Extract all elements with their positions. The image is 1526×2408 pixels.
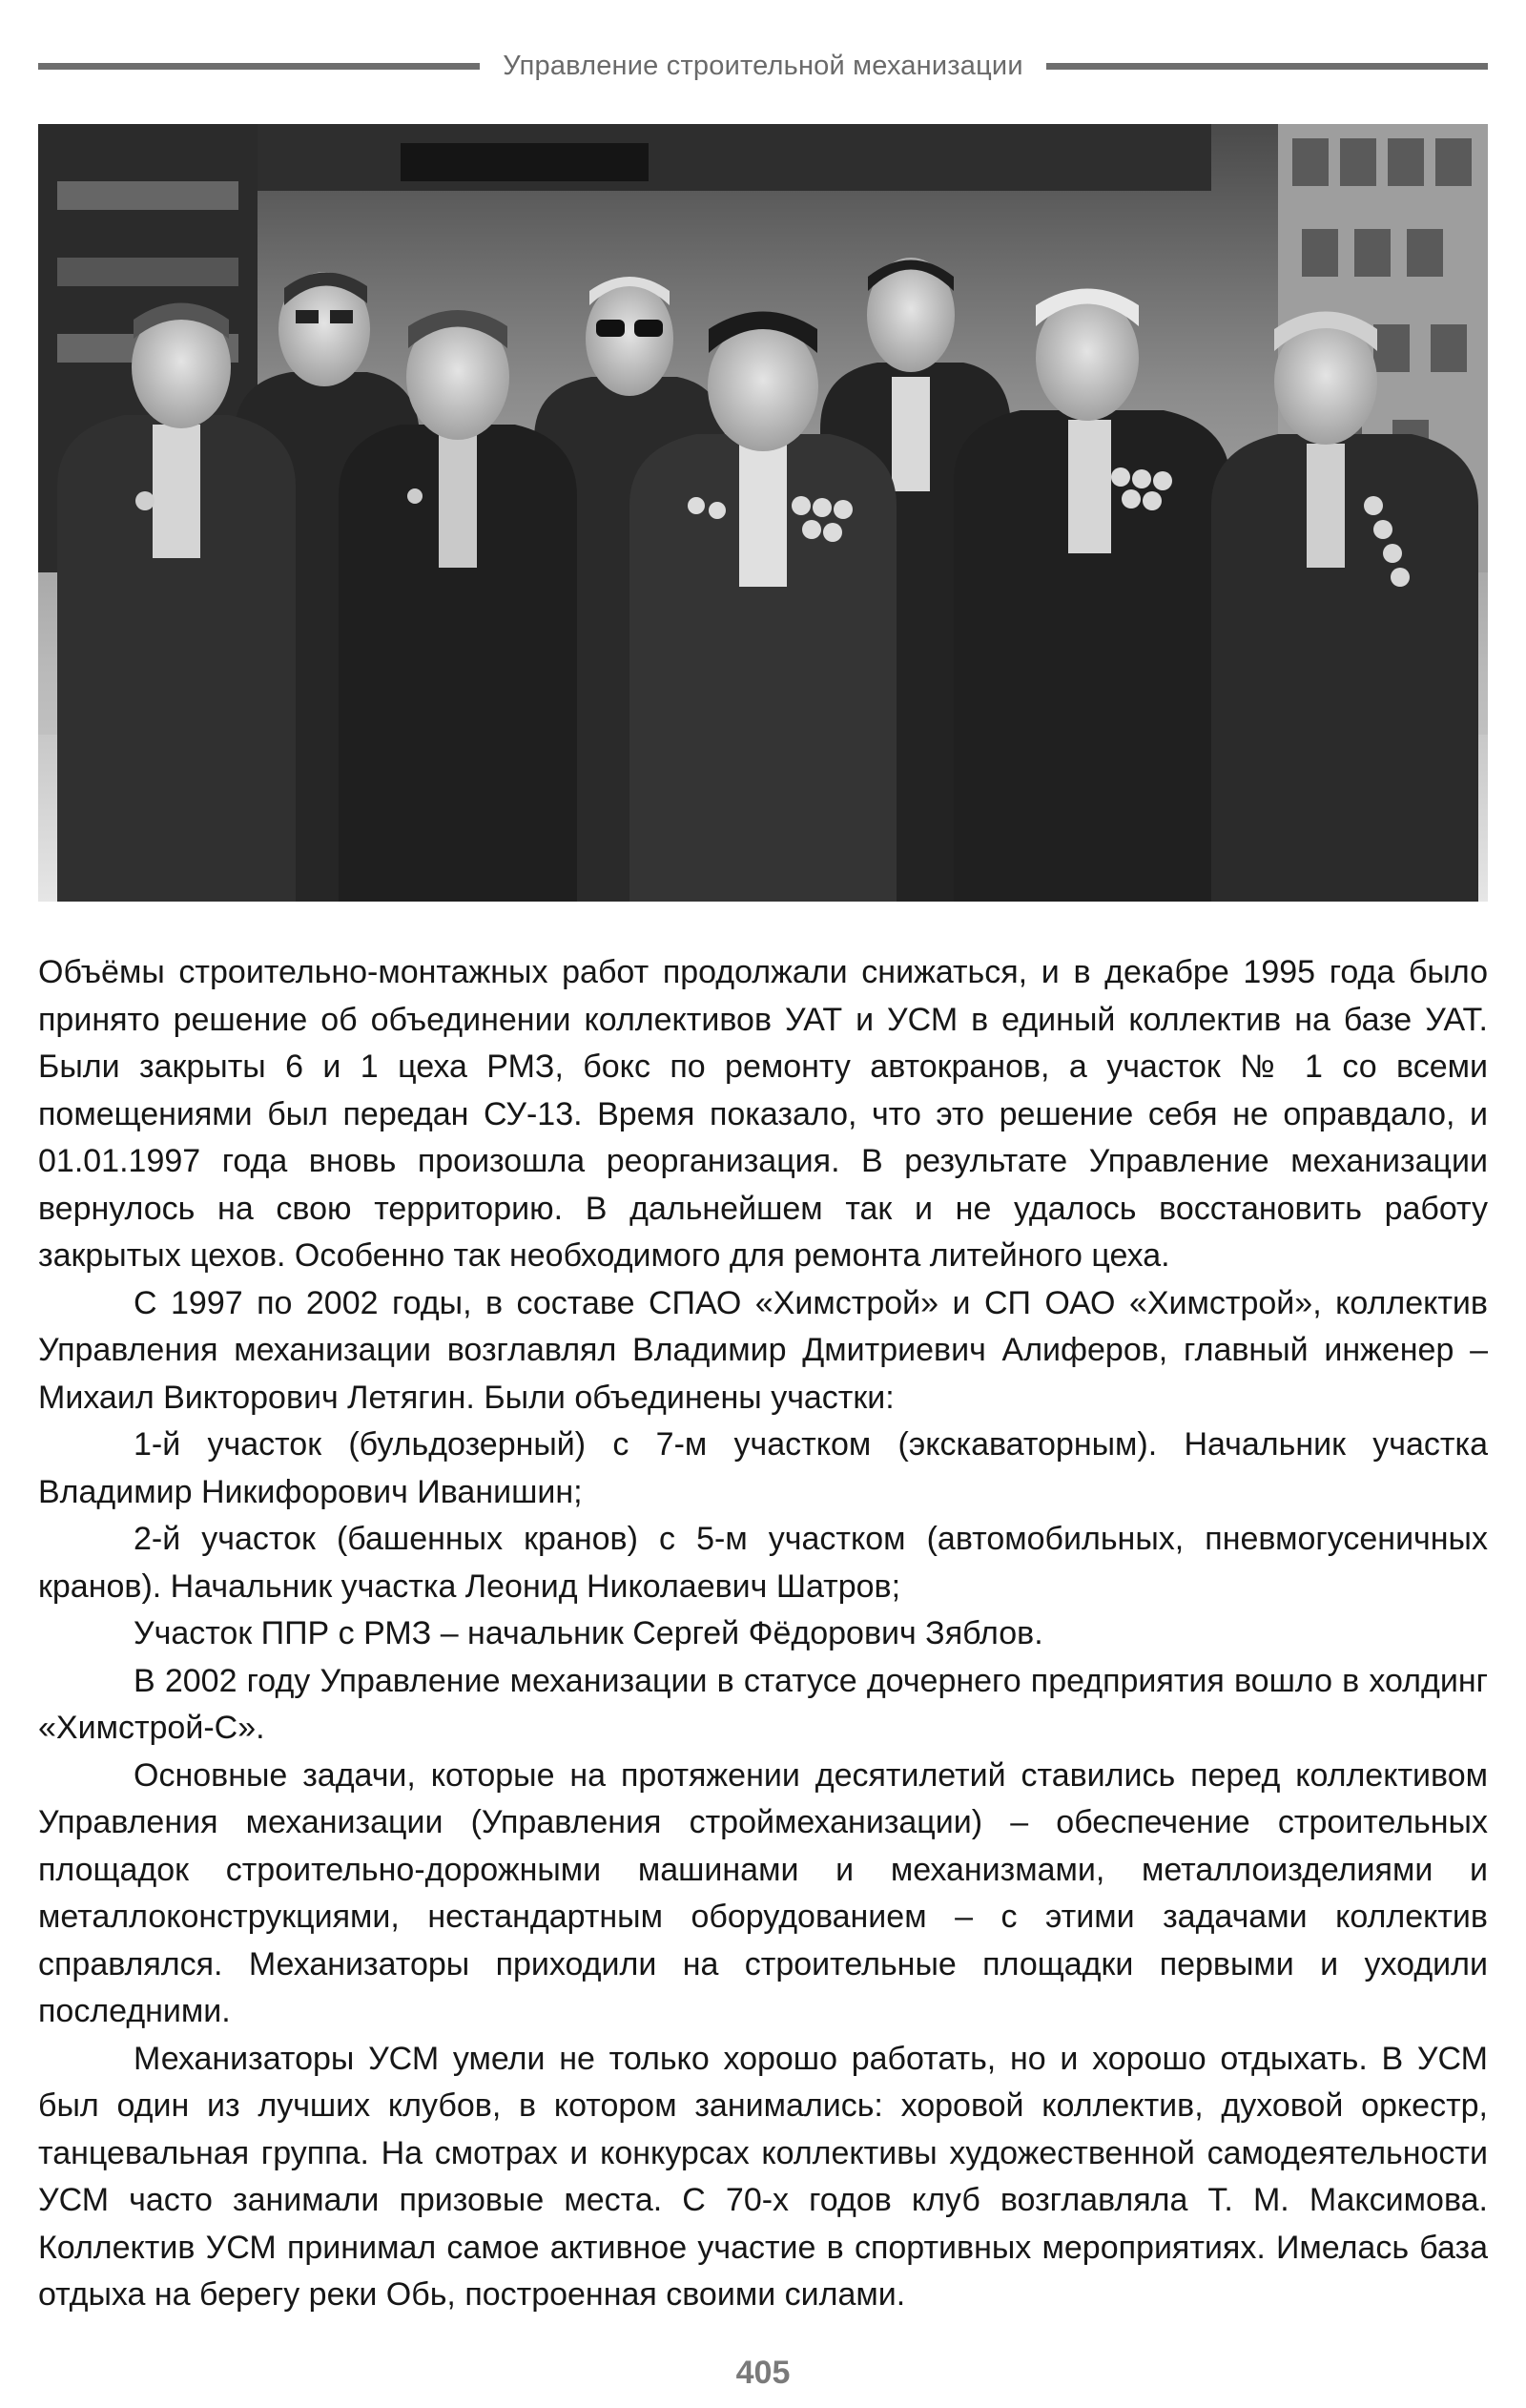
paragraph-4: 2-й участок (башенных кранов) с 5-м участком (автомобильных, пневмогусеничных кранов). Начальник участка Леонид Николаевич Шатров; [38,1521,1488,1605]
header-rule-left [38,63,480,70]
group-photo [38,124,1488,902]
body-text [38,949,1488,2319]
paragraph-2: С 1997 по 2002 годы, в составе СПАО «Химстрой» и СП ОАО «Химстрой», коллектив Управления механизации возглавлял Владимир Дмитриевич Алиферов, главный инженер – Михаил Викторович Летягин. Были объединены участки: [38,1284,1488,1416]
paragraph-7: Основные задачи, которые на протяжении десятилетий ставились перед коллективом Управления механизации (Управления строймеханизации) – обеспечение строительных площадок строительно-дорожными машинами и механизмами, металлоизделиями и металлоконструкциями, нестандартным оборудованием – с этими задачами коллектив справлялся. Механизаторы приходили на строительные площадки первыми и уходили последними. [38,1756,1488,2029]
running-header [38,42,1488,90]
header-rule-right [1046,63,1488,70]
paragraph-1: Объёмы строительно-монтажных работ продолжали снижаться, и в декабре 1995 года было принято решение об объединении коллективов УАТ и УСМ в единый коллектив на базе УАТ. Были закрыты 6 и 1 цеха РМЗ, бокс по ремонту автокранов, а участок № 1 со всеми помещениями был передан СУ-13. Время показало, что это решение себя не оправдало, и 01.01.1997 года вновь произошла реорганизация. В результате Управление механизации вернулось на свою территорию. В дальнейшем так и не удалось восстановить работу закрытых цехов. Особенно так необходимого для ремонта литейного цеха. [38,954,1488,1274]
group-photo-illustration [38,124,1488,902]
paragraph-8: Механизаторы УСМ умели не только хорошо работать, но и хорошо отдыхать. В УСМ был один из лучших клубов, в котором занимались: хоровой коллектив, духовой оркестр, танцевальная группа. На смотрах и конкурсах коллективы художественной самодеятельности УСМ часто занимали призовые места. С 70-х годов клуб возглавляла Т. М. Максимова. Коллектив УСМ принимал самое активное участие в спортивных мероприятиях. Имелась база отдыха на берегу реки Обь, построенная своими силами. [38,2040,1488,2313]
paragraph-6: В 2002 году Управление механизации в статусе дочернего предприятия вошло в холдинг «Химстрой-С». [38,1662,1488,1746]
page-number: 405 [735,2355,791,2391]
running-title: Управление строительной механизации [503,50,1023,81]
paragraph-3: 1-й участок (бульдозерный) с 7-м участком (экскаваторным). Начальник участка Владимир Никифорович Иванишин; [38,1426,1488,1510]
paragraph-5: Участок ППР с РМЗ – начальник Сергей Фёдорович Зяблов. [134,1615,1043,1651]
